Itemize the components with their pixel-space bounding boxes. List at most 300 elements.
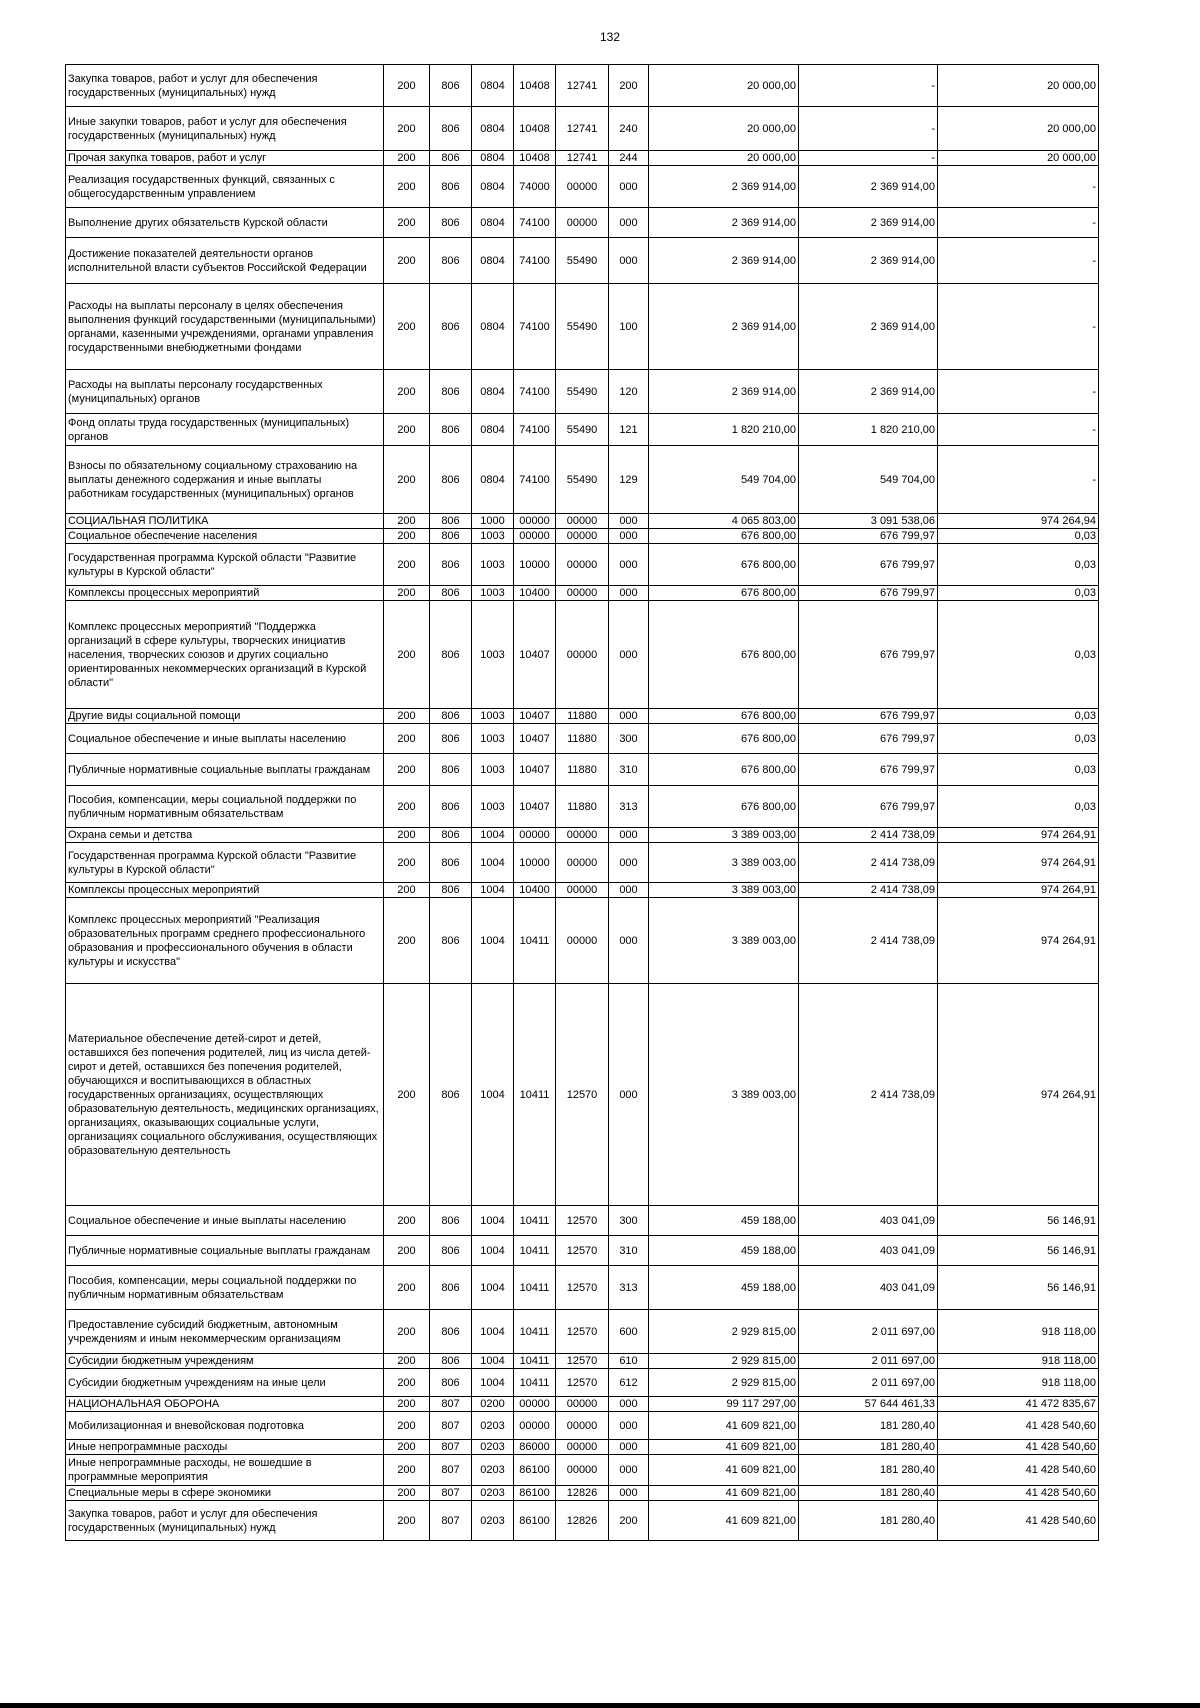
item-name-cell: Субсидии бюджетным учреждениям xyxy=(66,1354,384,1369)
amount-3-cell: 974 264,91 xyxy=(938,843,1099,883)
amount-1-cell: 676 800,00 xyxy=(649,529,799,544)
amount-3-cell: 0,03 xyxy=(938,529,1099,544)
code-2-cell: 806 xyxy=(430,166,472,208)
amount-2-cell: 403 041,09 xyxy=(799,1206,938,1236)
code-4-cell: 10408 xyxy=(514,65,556,107)
code-2-cell: 806 xyxy=(430,529,472,544)
code-1-cell: 200 xyxy=(384,601,430,709)
code-1-cell: 200 xyxy=(384,166,430,208)
amount-3-cell: 56 146,91 xyxy=(938,1266,1099,1310)
amount-3-cell: 918 118,00 xyxy=(938,1369,1099,1397)
table-row xyxy=(66,414,1099,446)
amount-1-cell: 676 800,00 xyxy=(649,754,799,786)
table-row xyxy=(66,828,1099,843)
code-3-cell: 0804 xyxy=(472,107,514,151)
code-2-cell: 806 xyxy=(430,544,472,586)
item-name-cell: Охрана семьи и детства xyxy=(66,828,384,843)
item-name-cell: Социальное обеспечение и иные выплаты населению xyxy=(66,1206,384,1236)
code-1-cell: 200 xyxy=(384,709,430,724)
code-5-cell: 55490 xyxy=(556,370,609,414)
code-3-cell: 1004 xyxy=(472,1310,514,1354)
amount-2-cell: 2 369 914,00 xyxy=(799,166,938,208)
code-3-cell: 1003 xyxy=(472,754,514,786)
code-4-cell: 10408 xyxy=(514,151,556,166)
code-1-cell: 200 xyxy=(384,1412,430,1440)
amount-3-cell: - xyxy=(938,238,1099,284)
amount-3-cell: 0,03 xyxy=(938,586,1099,601)
code-5-cell: 00000 xyxy=(556,828,609,843)
code-3-cell: 1004 xyxy=(472,1369,514,1397)
item-name-cell: Расходы на выплаты персоналу государственных (муниципальных) органов xyxy=(66,370,384,414)
code-4-cell: 10000 xyxy=(514,544,556,586)
code-4-cell: 74100 xyxy=(514,414,556,446)
table-row xyxy=(66,601,1099,709)
code-5-cell: 00000 xyxy=(556,1397,609,1412)
code-2-cell: 806 xyxy=(430,370,472,414)
code-1-cell: 200 xyxy=(384,446,430,514)
code-3-cell: 0804 xyxy=(472,166,514,208)
code-5-cell: 55490 xyxy=(556,414,609,446)
code-3-cell: 0804 xyxy=(472,370,514,414)
item-name-cell: Предоставление субсидий бюджетным, автономным учреждениям и иным некоммерческим организациям xyxy=(66,1310,384,1354)
code-4-cell: 10411 xyxy=(514,1369,556,1397)
code-6-cell: 300 xyxy=(609,724,649,754)
code-1-cell: 200 xyxy=(384,786,430,828)
item-name-cell: Фонд оплаты труда государственных (муниципальных) органов xyxy=(66,414,384,446)
code-1-cell: 200 xyxy=(384,151,430,166)
item-name-cell: Комплекс процессных мероприятий "Реализация образовательных программ среднего профессионального образования и профессионального обучения в области культуры и искусства" xyxy=(66,898,384,984)
page-number: 132 xyxy=(599,30,621,44)
item-name-cell: Закупка товаров, работ и услуг для обеспечения государственных (муниципальных) нужд xyxy=(66,65,384,107)
table-row xyxy=(66,514,1099,529)
code-6-cell: 000 xyxy=(609,238,649,284)
code-2-cell: 806 xyxy=(430,1266,472,1310)
code-3-cell: 1003 xyxy=(472,724,514,754)
code-2-cell: 806 xyxy=(430,414,472,446)
code-4-cell: 74100 xyxy=(514,284,556,370)
code-4-cell: 10411 xyxy=(514,1206,556,1236)
amount-3-cell: 918 118,00 xyxy=(938,1310,1099,1354)
item-name-cell: Достижение показателей деятельности органов исполнительной власти субъектов Российской Федерации xyxy=(66,238,384,284)
code-1-cell: 200 xyxy=(384,586,430,601)
code-3-cell: 1004 xyxy=(472,843,514,883)
amount-3-cell: - xyxy=(938,208,1099,238)
code-6-cell: 000 xyxy=(609,709,649,724)
code-3-cell: 1004 xyxy=(472,1354,514,1369)
code-5-cell: 12570 xyxy=(556,1206,609,1236)
code-5-cell: 12741 xyxy=(556,151,609,166)
amount-3-cell: 56 146,91 xyxy=(938,1206,1099,1236)
amount-1-cell: 2 369 914,00 xyxy=(649,166,799,208)
amount-2-cell: 403 041,09 xyxy=(799,1236,938,1266)
table-row xyxy=(66,1236,1099,1266)
amount-1-cell: 459 188,00 xyxy=(649,1206,799,1236)
code-1-cell: 200 xyxy=(384,883,430,898)
code-1-cell: 200 xyxy=(384,1440,430,1455)
code-5-cell: 00000 xyxy=(556,898,609,984)
amount-3-cell: 0,03 xyxy=(938,754,1099,786)
amount-1-cell: 41 609 821,00 xyxy=(649,1501,799,1541)
table-row xyxy=(66,754,1099,786)
code-4-cell: 10411 xyxy=(514,898,556,984)
amount-2-cell: - xyxy=(799,107,938,151)
code-6-cell: 000 xyxy=(609,843,649,883)
item-name-cell: Комплексы процессных мероприятий xyxy=(66,586,384,601)
code-3-cell: 1003 xyxy=(472,544,514,586)
amount-3-cell: - xyxy=(938,166,1099,208)
code-1-cell: 200 xyxy=(384,984,430,1206)
code-5-cell: 12741 xyxy=(556,65,609,107)
code-2-cell: 807 xyxy=(430,1440,472,1455)
item-name-cell: Прочая закупка товаров, работ и услуг xyxy=(66,151,384,166)
code-3-cell: 0804 xyxy=(472,238,514,284)
code-6-cell: 129 xyxy=(609,446,649,514)
code-3-cell: 0804 xyxy=(472,284,514,370)
code-5-cell: 00000 xyxy=(556,1455,609,1486)
code-2-cell: 806 xyxy=(430,586,472,601)
table-row xyxy=(66,883,1099,898)
code-2-cell: 806 xyxy=(430,843,472,883)
table-row xyxy=(66,107,1099,151)
amount-1-cell: 3 389 003,00 xyxy=(649,828,799,843)
amount-1-cell: 676 800,00 xyxy=(649,544,799,586)
amount-2-cell: - xyxy=(799,151,938,166)
code-6-cell: 100 xyxy=(609,284,649,370)
code-4-cell: 10400 xyxy=(514,883,556,898)
amount-1-cell: 1 820 210,00 xyxy=(649,414,799,446)
code-2-cell: 806 xyxy=(430,446,472,514)
code-5-cell: 00000 xyxy=(556,514,609,529)
code-6-cell: 000 xyxy=(609,544,649,586)
code-3-cell: 1004 xyxy=(472,1206,514,1236)
amount-3-cell: 0,03 xyxy=(938,724,1099,754)
amount-1-cell: 20 000,00 xyxy=(649,151,799,166)
code-5-cell: 12570 xyxy=(556,1354,609,1369)
amount-2-cell: 2 414 738,09 xyxy=(799,898,938,984)
code-6-cell: 000 xyxy=(609,828,649,843)
item-name-cell: Субсидии бюджетным учреждениям на иные цели xyxy=(66,1369,384,1397)
code-2-cell: 806 xyxy=(430,786,472,828)
code-4-cell: 10407 xyxy=(514,709,556,724)
code-4-cell: 10411 xyxy=(514,984,556,1206)
code-4-cell: 74100 xyxy=(514,446,556,514)
table-row xyxy=(66,65,1099,107)
code-1-cell: 200 xyxy=(384,1455,430,1486)
code-2-cell: 807 xyxy=(430,1501,472,1541)
code-2-cell: 806 xyxy=(430,724,472,754)
table-row xyxy=(66,1455,1099,1486)
code-5-cell: 11880 xyxy=(556,754,609,786)
amount-2-cell: 2 414 738,09 xyxy=(799,883,938,898)
code-5-cell: 00000 xyxy=(556,544,609,586)
code-5-cell: 00000 xyxy=(556,586,609,601)
amount-3-cell: 56 146,91 xyxy=(938,1236,1099,1266)
table-row xyxy=(66,544,1099,586)
code-3-cell: 0804 xyxy=(472,414,514,446)
code-2-cell: 806 xyxy=(430,151,472,166)
code-5-cell: 12826 xyxy=(556,1486,609,1501)
code-6-cell: 313 xyxy=(609,786,649,828)
amount-1-cell: 20 000,00 xyxy=(649,65,799,107)
code-1-cell: 200 xyxy=(384,107,430,151)
table-row xyxy=(66,586,1099,601)
code-6-cell: 000 xyxy=(609,529,649,544)
amount-3-cell: 41 428 540,60 xyxy=(938,1501,1099,1541)
code-1-cell: 200 xyxy=(384,1501,430,1541)
table-row xyxy=(66,1266,1099,1310)
code-2-cell: 807 xyxy=(430,1412,472,1440)
code-2-cell: 807 xyxy=(430,1486,472,1501)
amount-2-cell: 181 280,40 xyxy=(799,1486,938,1501)
code-4-cell: 10411 xyxy=(514,1266,556,1310)
code-2-cell: 806 xyxy=(430,65,472,107)
code-3-cell: 1004 xyxy=(472,1236,514,1266)
code-5-cell: 00000 xyxy=(556,601,609,709)
code-6-cell: 310 xyxy=(609,1236,649,1266)
code-1-cell: 200 xyxy=(384,754,430,786)
code-1-cell: 200 xyxy=(384,1266,430,1310)
amount-3-cell: - xyxy=(938,446,1099,514)
code-5-cell: 00000 xyxy=(556,166,609,208)
code-5-cell: 55490 xyxy=(556,284,609,370)
code-6-cell: 000 xyxy=(609,166,649,208)
amount-2-cell: 2 414 738,09 xyxy=(799,828,938,843)
item-name-cell: Иные закупки товаров, работ и услуг для обеспечения государственных (муниципальных) нужд xyxy=(66,107,384,151)
amount-2-cell: 676 799,97 xyxy=(799,786,938,828)
code-1-cell: 200 xyxy=(384,529,430,544)
amount-2-cell: 676 799,97 xyxy=(799,544,938,586)
code-2-cell: 806 xyxy=(430,883,472,898)
code-4-cell: 86100 xyxy=(514,1455,556,1486)
amount-1-cell: 2 929 815,00 xyxy=(649,1310,799,1354)
amount-3-cell: 974 264,91 xyxy=(938,984,1099,1206)
amount-1-cell: 459 188,00 xyxy=(649,1236,799,1266)
code-1-cell: 200 xyxy=(384,828,430,843)
code-1-cell: 200 xyxy=(384,1397,430,1412)
amount-3-cell: 41 428 540,60 xyxy=(938,1455,1099,1486)
code-1-cell: 200 xyxy=(384,1354,430,1369)
code-2-cell: 806 xyxy=(430,709,472,724)
amount-2-cell: 2 369 914,00 xyxy=(799,238,938,284)
code-1-cell: 200 xyxy=(384,1206,430,1236)
code-4-cell: 10000 xyxy=(514,843,556,883)
code-3-cell: 1000 xyxy=(472,514,514,529)
amount-2-cell: 2 011 697,00 xyxy=(799,1354,938,1369)
amount-1-cell: 676 800,00 xyxy=(649,601,799,709)
table-row xyxy=(66,984,1099,1206)
item-name-cell: Закупка товаров, работ и услуг для обеспечения государственных (муниципальных) нужд xyxy=(66,1501,384,1541)
code-4-cell: 00000 xyxy=(514,1397,556,1412)
code-6-cell: 000 xyxy=(609,601,649,709)
amount-1-cell: 2 929 815,00 xyxy=(649,1369,799,1397)
amount-3-cell: 0,03 xyxy=(938,601,1099,709)
item-name-cell: Иные непрограммные расходы, не вошедшие в программные мероприятия xyxy=(66,1455,384,1486)
item-name-cell: Специальные меры в сфере экономики xyxy=(66,1486,384,1501)
amount-1-cell: 3 389 003,00 xyxy=(649,984,799,1206)
code-4-cell: 74100 xyxy=(514,208,556,238)
amount-2-cell: 676 799,97 xyxy=(799,709,938,724)
table-row xyxy=(66,898,1099,984)
amount-1-cell: 41 609 821,00 xyxy=(649,1440,799,1455)
amount-1-cell: 41 609 821,00 xyxy=(649,1455,799,1486)
code-6-cell: 120 xyxy=(609,370,649,414)
code-3-cell: 0804 xyxy=(472,208,514,238)
code-4-cell: 10411 xyxy=(514,1310,556,1354)
code-5-cell: 00000 xyxy=(556,208,609,238)
code-1-cell: 200 xyxy=(384,370,430,414)
code-6-cell: 000 xyxy=(609,1397,649,1412)
code-3-cell: 0203 xyxy=(472,1412,514,1440)
amount-2-cell: 2 011 697,00 xyxy=(799,1310,938,1354)
amount-2-cell: 2 369 914,00 xyxy=(799,284,938,370)
code-6-cell: 200 xyxy=(609,65,649,107)
amount-3-cell: 41 472 835,67 xyxy=(938,1397,1099,1412)
table-row xyxy=(66,284,1099,370)
amount-1-cell: 20 000,00 xyxy=(649,107,799,151)
item-name-cell: Расходы на выплаты персоналу в целях обеспечения выполнения функций государственными (муниципальными) органами, казенными учреждениями, органами управления государственными внебюджетными фондами xyxy=(66,284,384,370)
code-2-cell: 806 xyxy=(430,1369,472,1397)
code-3-cell: 1004 xyxy=(472,984,514,1206)
table-row xyxy=(66,1412,1099,1440)
code-1-cell: 200 xyxy=(384,208,430,238)
page-bottom-border xyxy=(0,1703,1200,1708)
code-6-cell: 000 xyxy=(609,1440,649,1455)
code-6-cell: 612 xyxy=(609,1369,649,1397)
amount-3-cell: 974 264,94 xyxy=(938,514,1099,529)
code-6-cell: 300 xyxy=(609,1206,649,1236)
amount-1-cell: 2 929 815,00 xyxy=(649,1354,799,1369)
code-2-cell: 806 xyxy=(430,208,472,238)
code-2-cell: 807 xyxy=(430,1455,472,1486)
code-4-cell: 00000 xyxy=(514,529,556,544)
code-5-cell: 00000 xyxy=(556,883,609,898)
item-name-cell: Пособия, компенсации, меры социальной поддержки по публичным нормативным обязательствам xyxy=(66,786,384,828)
code-5-cell: 55490 xyxy=(556,446,609,514)
code-5-cell: 12826 xyxy=(556,1501,609,1541)
item-name-cell: НАЦИОНАЛЬНАЯ ОБОРОНА xyxy=(66,1397,384,1412)
amount-3-cell: 41 428 540,60 xyxy=(938,1486,1099,1501)
item-name-cell: Социальное обеспечение и иные выплаты населению xyxy=(66,724,384,754)
code-1-cell: 200 xyxy=(384,898,430,984)
amount-3-cell: 0,03 xyxy=(938,786,1099,828)
amount-2-cell: 181 280,40 xyxy=(799,1412,938,1440)
code-4-cell: 00000 xyxy=(514,1412,556,1440)
amount-2-cell: 2 011 697,00 xyxy=(799,1369,938,1397)
amount-2-cell: 1 820 210,00 xyxy=(799,414,938,446)
table-row xyxy=(66,1397,1099,1412)
code-2-cell: 806 xyxy=(430,898,472,984)
amount-1-cell: 99 117 297,00 xyxy=(649,1397,799,1412)
item-name-cell: СОЦИАЛЬНАЯ ПОЛИТИКА xyxy=(66,514,384,529)
code-3-cell: 0203 xyxy=(472,1486,514,1501)
code-4-cell: 00000 xyxy=(514,828,556,843)
code-5-cell: 12570 xyxy=(556,1266,609,1310)
amount-3-cell: - xyxy=(938,414,1099,446)
amount-1-cell: 676 800,00 xyxy=(649,724,799,754)
item-name-cell: Государственная программа Курской области "Развитие культуры в Курской области" xyxy=(66,544,384,586)
code-2-cell: 806 xyxy=(430,601,472,709)
amount-1-cell: 2 369 914,00 xyxy=(649,284,799,370)
code-4-cell: 10400 xyxy=(514,586,556,601)
code-6-cell: 610 xyxy=(609,1354,649,1369)
code-1-cell: 200 xyxy=(384,414,430,446)
amount-2-cell: 2 414 738,09 xyxy=(799,984,938,1206)
code-6-cell: 244 xyxy=(609,151,649,166)
code-6-cell: 000 xyxy=(609,586,649,601)
code-3-cell: 1003 xyxy=(472,786,514,828)
amount-3-cell: 0,03 xyxy=(938,544,1099,586)
code-6-cell: 000 xyxy=(609,898,649,984)
code-6-cell: 000 xyxy=(609,208,649,238)
amount-2-cell: 2 369 914,00 xyxy=(799,208,938,238)
amount-1-cell: 3 389 003,00 xyxy=(649,843,799,883)
code-3-cell: 1003 xyxy=(472,529,514,544)
code-3-cell: 0804 xyxy=(472,446,514,514)
amount-1-cell: 549 704,00 xyxy=(649,446,799,514)
table-row xyxy=(66,1206,1099,1236)
code-2-cell: 806 xyxy=(430,754,472,786)
code-1-cell: 200 xyxy=(384,1310,430,1354)
amount-2-cell: 676 799,97 xyxy=(799,529,938,544)
item-name-cell: Комплексы процессных мероприятий xyxy=(66,883,384,898)
code-6-cell: 000 xyxy=(609,1486,649,1501)
amount-2-cell: 2 369 914,00 xyxy=(799,370,938,414)
table-row xyxy=(66,1310,1099,1354)
code-2-cell: 806 xyxy=(430,238,472,284)
code-2-cell: 806 xyxy=(430,1354,472,1369)
code-4-cell: 86100 xyxy=(514,1486,556,1501)
amount-3-cell: 974 264,91 xyxy=(938,898,1099,984)
code-5-cell: 00000 xyxy=(556,529,609,544)
code-4-cell: 00000 xyxy=(514,514,556,529)
code-2-cell: 806 xyxy=(430,1206,472,1236)
code-1-cell: 200 xyxy=(384,1236,430,1266)
code-1-cell: 200 xyxy=(384,1369,430,1397)
item-name-cell: Реализация государственных функций, связанных с общегосударственным управлением xyxy=(66,166,384,208)
code-4-cell: 10408 xyxy=(514,107,556,151)
amount-3-cell: 20 000,00 xyxy=(938,107,1099,151)
code-3-cell: 1003 xyxy=(472,709,514,724)
item-name-cell: Мобилизационная и вневойсковая подготовка xyxy=(66,1412,384,1440)
amount-1-cell: 41 609 821,00 xyxy=(649,1412,799,1440)
code-5-cell: 12570 xyxy=(556,1310,609,1354)
table-body xyxy=(66,65,1099,1541)
table-row xyxy=(66,1354,1099,1369)
amount-2-cell: 676 799,97 xyxy=(799,754,938,786)
code-4-cell: 10407 xyxy=(514,724,556,754)
amount-2-cell: 403 041,09 xyxy=(799,1266,938,1310)
item-name-cell: Иные непрограммные расходы xyxy=(66,1440,384,1455)
code-6-cell: 000 xyxy=(609,514,649,529)
code-3-cell: 1003 xyxy=(472,601,514,709)
amount-3-cell: 0,03 xyxy=(938,709,1099,724)
code-6-cell: 240 xyxy=(609,107,649,151)
table-row xyxy=(66,724,1099,754)
code-2-cell: 806 xyxy=(430,514,472,529)
amount-3-cell: - xyxy=(938,370,1099,414)
code-3-cell: 0203 xyxy=(472,1501,514,1541)
code-6-cell: 000 xyxy=(609,883,649,898)
code-3-cell: 1003 xyxy=(472,586,514,601)
amount-1-cell: 41 609 821,00 xyxy=(649,1486,799,1501)
code-5-cell: 12570 xyxy=(556,1369,609,1397)
code-4-cell: 74100 xyxy=(514,238,556,284)
code-1-cell: 200 xyxy=(384,514,430,529)
amount-1-cell: 2 369 914,00 xyxy=(649,370,799,414)
item-name-cell: Материальное обеспечение детей-сирот и детей, оставшихся без попечения родителей, лиц из числа детей-сирот и детей, оставшихся без попечения родителей, обучающихся и воспитывающихся в областных государственных организациях, осуществляющих образовательную деятельность, медицинских организациях, организациях, оказывающих социальные услуги, организациях социального обслуживания, осуществляющих образовательную деятельность xyxy=(66,984,384,1206)
item-name-cell: Публичные нормативные социальные выплаты гражданам xyxy=(66,754,384,786)
amount-2-cell: 676 799,97 xyxy=(799,586,938,601)
